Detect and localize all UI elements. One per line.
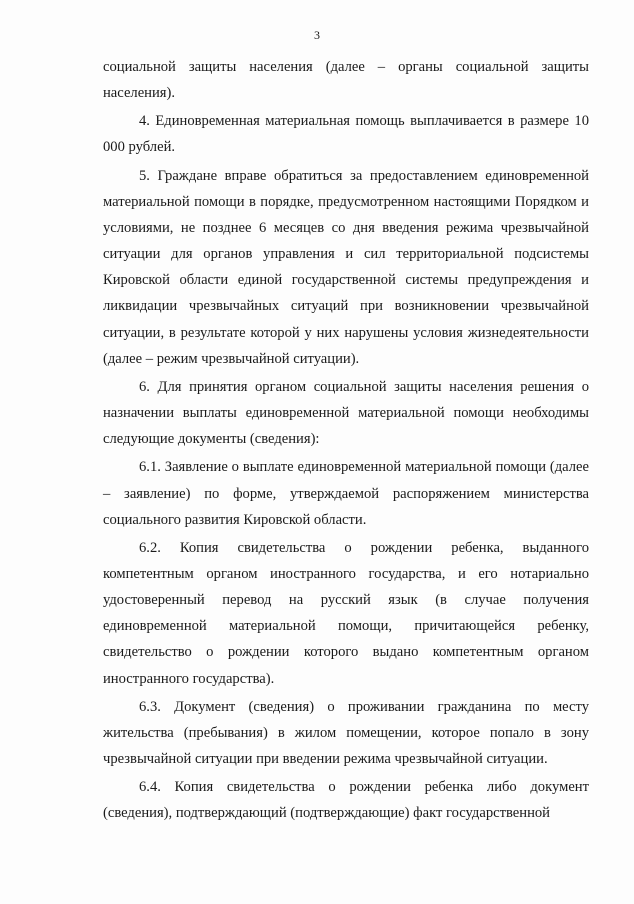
- paragraph-item-6-2: 6.2. Копия свидетельства о рождении ребенка, выданного компетентным органом иностранного государства, и его нотариально удостоверенный перевод на русский язык (в случае получения единовременной материальной помощи, причитающейся ребенку, свидетельство о рождении которого выдано компетентным органом иностранного государства).: [103, 539, 589, 687]
- paragraph-item-6-4: 6.4. Копия свидетельства о рождении ребенка либо документ (сведения), подтверждающий (подтверждающие) факт государственной: [103, 779, 589, 822]
- paragraph-item-5: 5. Граждане вправе обратиться за предоставлением единовременной материальной помощи в порядке, предусмотренном настоящими Порядком и условиями, не позднее 6 месяцев со дня введения режима чрезвычайной ситуации для органов управления и сил территориальной подсистемы Кировской области единой государственной системы предупреждения и ликвидации чрезвычайных ситуаций при возникновении чрезвычайной ситуации, в результате которой у них нарушены условия жизнедеятельности (далее – режим чрезвычайной ситуации).: [103, 167, 589, 367]
- document-body: [103, 54, 589, 827]
- page-number: 3: [314, 28, 320, 42]
- paragraph-item-6-3: 6.3. Документ (сведения) о проживании гражданина по месту жительства (пребывания) в жилом помещении, которое попало в зону чрезвычайной ситуации при введении режима чрезвычайной ситуации.: [103, 698, 589, 768]
- paragraph-item-4: 4. Единовременная материальная помощь выплачивается в размере 10 000 рублей.: [103, 113, 589, 156]
- paragraph-continuation: социальной защиты населения (далее – органы социальной защиты населения).: [103, 59, 589, 102]
- paragraph-item-6: 6. Для принятия органом социальной защиты населения решения о назначении выплаты единовременной материальной помощи необходимы следующие документы (сведения):: [103, 378, 589, 448]
- paragraph-item-6-1: 6.1. Заявление о выплате единовременной материальной помощи (далее – заявление) по форме, утверждаемой распоряжением министерства социального развития Кировской области.: [103, 459, 589, 528]
